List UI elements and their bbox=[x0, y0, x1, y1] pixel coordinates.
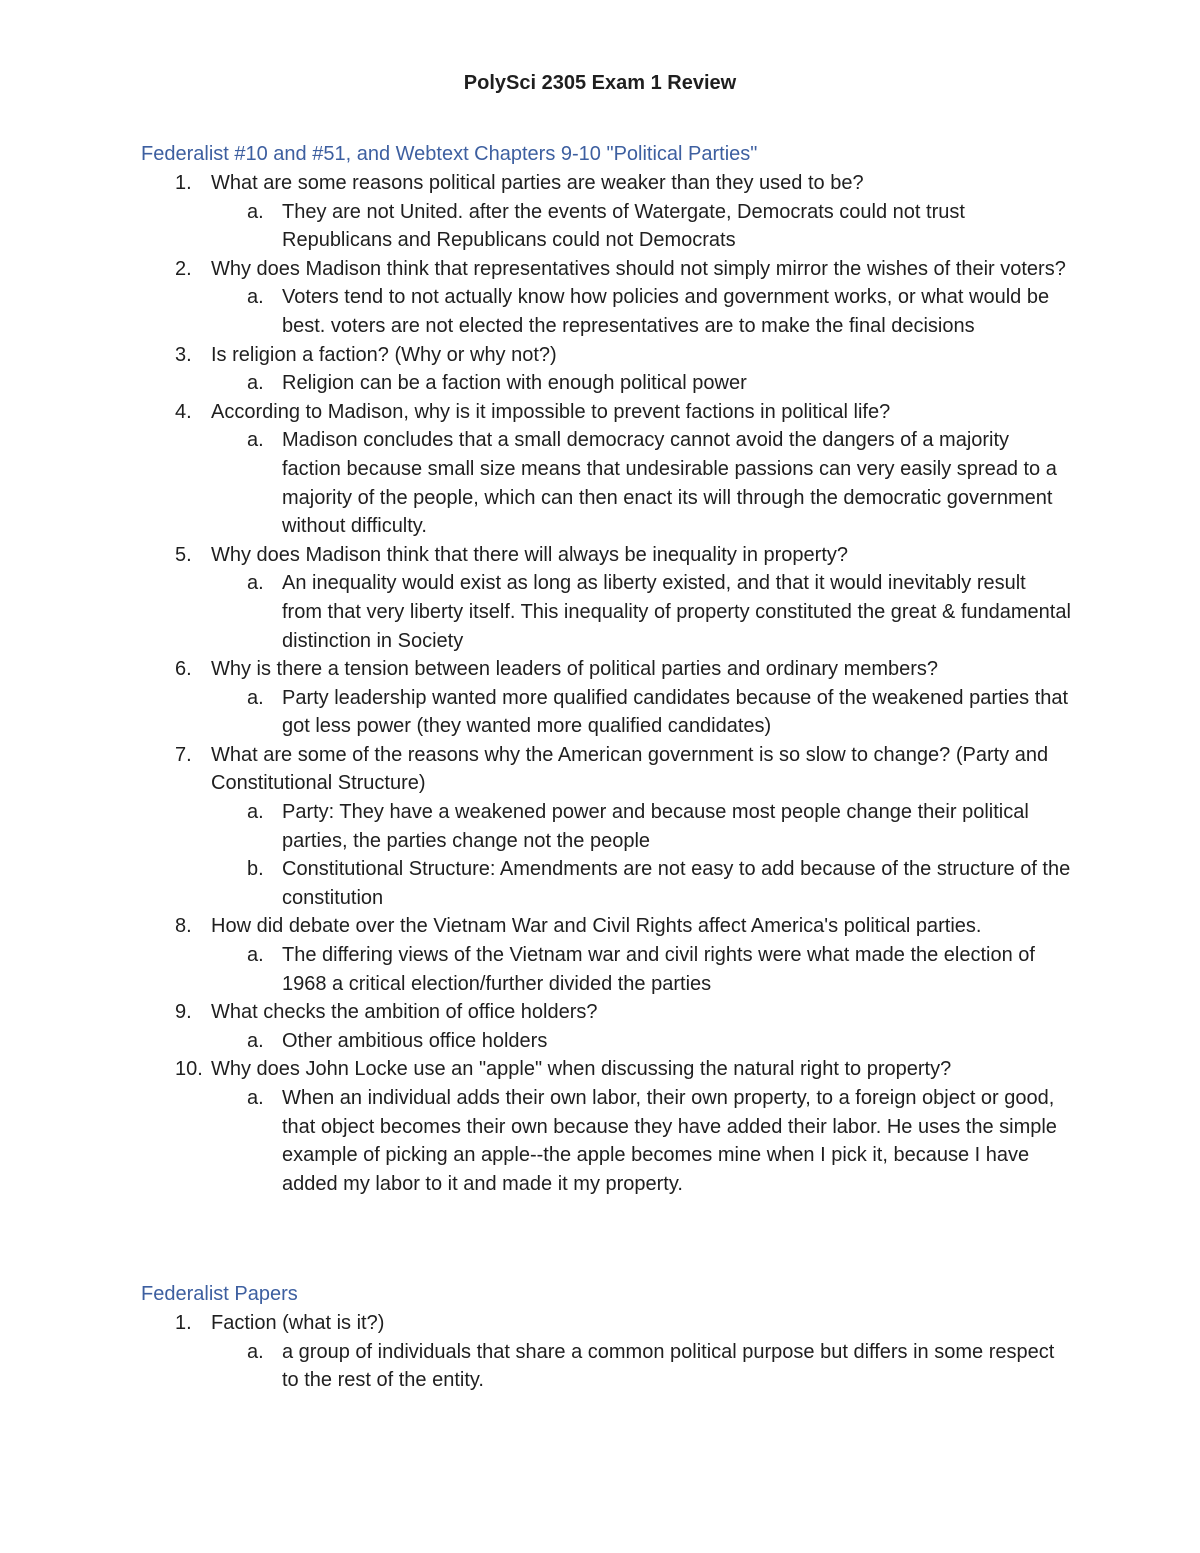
question-item bbox=[141, 541, 1071, 570]
question-text: Why is there a tension between leaders of political parties and ordinary members? bbox=[211, 658, 939, 681]
answer-letter: a. bbox=[247, 944, 264, 967]
question-text: Faction (what is it?) bbox=[211, 1312, 385, 1334]
question-number: 1. bbox=[175, 1312, 192, 1334]
answer-letter: a. bbox=[247, 200, 264, 223]
section-parties bbox=[141, 140, 1071, 1198]
answer-item bbox=[141, 1084, 1071, 1198]
question-item bbox=[141, 655, 1071, 684]
question-text: Is religion a faction? (Why or why not?) bbox=[211, 343, 557, 366]
answer-item bbox=[141, 283, 1071, 340]
answer-text: Madison concludes that a small democracy cannot avoid the dangers of a majority faction because small size means that undesirable passions can very easily spread to a majority of the people, which can then enact its will through the democratic government without difficulty. bbox=[282, 429, 1057, 538]
question-number: 1. bbox=[175, 172, 192, 194]
answer-letter: a. bbox=[247, 1087, 264, 1109]
answer-item bbox=[141, 941, 1071, 998]
answer-text: When an individual adds their own labor, their own property, to a foreign object or good, that object becomes their own because they have added their labor. He uses the simple example of picking an apple--the apple becomes mine when I pick it, because I have added my labor to it and made it my property. bbox=[282, 1087, 1057, 1195]
question-number: 10. bbox=[175, 1058, 203, 1081]
section-heading: Federalist #10 and #51, and Webtext Chapters 9-10 "Political Parties" bbox=[141, 143, 758, 165]
section-federalist-papers bbox=[141, 1280, 1071, 1395]
question-item bbox=[141, 169, 1071, 198]
answer-item bbox=[141, 798, 1071, 855]
question-item bbox=[141, 998, 1071, 1027]
answer-letter: a. bbox=[247, 286, 264, 309]
answer-item bbox=[141, 198, 1071, 255]
question-text: Why does Madison think that there will always be inequality in property? bbox=[211, 543, 848, 566]
question-number: 2. bbox=[175, 257, 192, 280]
answer-text: Religion can be a faction with enough political power bbox=[282, 372, 747, 395]
answer-letter: a. bbox=[247, 1340, 264, 1363]
question-number: 3. bbox=[175, 343, 192, 366]
answer-text: a group of individuals that share a common political purpose but differs in some respect to the rest of the entity. bbox=[282, 1340, 1055, 1392]
question-item bbox=[141, 1309, 1071, 1338]
answer-text: Party: They have a weakened power and because most people change their political parties, the parties change not the people bbox=[282, 801, 1029, 852]
question-number: 5. bbox=[175, 543, 192, 566]
question-text: Why does John Locke use an "apple" when discussing the natural right to property? bbox=[211, 1058, 952, 1081]
answer-text: They are not United. after the events of Watergate, Democrats could not trust Republicans and Republicans could not Democrats bbox=[282, 200, 965, 252]
question-item bbox=[141, 255, 1071, 284]
question-text: Why does Madison think that representatives should not simply mirror the wishes of their voters? bbox=[211, 257, 1066, 280]
answer-letter: a. bbox=[247, 1029, 264, 1052]
answer-letter: a. bbox=[247, 429, 264, 452]
answer-text: Party leadership wanted more qualified candidates because of the weakened parties that got less power (they wanted more qualified candidates) bbox=[282, 686, 1069, 738]
question-number: 7. bbox=[175, 743, 192, 766]
answer-text: Voters tend to not actually know how policies and government works, or what would be best. voters are not elected the representatives are to make the final decisions bbox=[282, 286, 1050, 337]
answer-letter: a. bbox=[247, 686, 264, 709]
question-item bbox=[141, 398, 1071, 427]
question-number: 9. bbox=[175, 1001, 192, 1024]
question-item bbox=[141, 1055, 1071, 1084]
page-title: PolySci 2305 Exam 1 Review bbox=[463, 72, 737, 94]
answer-item bbox=[141, 684, 1071, 741]
answer-letter: a. bbox=[247, 372, 264, 395]
answer-text: Constitutional Structure: Amendments are not easy to add because of the structure of the constitution bbox=[282, 858, 1071, 909]
answer-item bbox=[141, 369, 1071, 398]
answer-item bbox=[141, 426, 1071, 540]
question-item bbox=[141, 912, 1071, 941]
answer-letter: a. bbox=[247, 801, 264, 824]
question-text: According to Madison, why is it impossible to prevent factions in political life? bbox=[211, 400, 891, 423]
answer-text: Other ambitious office holders bbox=[282, 1029, 548, 1052]
question-text: What checks the ambition of office holders? bbox=[211, 1001, 598, 1024]
question-text: What are some of the reasons why the American government is so slow to change? (Party and Constitutional Structure) bbox=[211, 743, 1049, 795]
answer-letter: b. bbox=[247, 858, 264, 881]
answer-text: The differing views of the Vietnam war and civil rights were what made the election of 1968 a critical election/further divided the parties bbox=[282, 944, 1035, 995]
question-item bbox=[141, 741, 1071, 798]
question-text: What are some reasons political parties are weaker than they used to be? bbox=[211, 172, 864, 194]
section-heading: Federalist Papers bbox=[141, 1283, 298, 1305]
question-number: 4. bbox=[175, 400, 192, 423]
answer-letter: a. bbox=[247, 572, 264, 595]
answer-item bbox=[141, 1027, 1071, 1056]
question-number: 6. bbox=[175, 658, 192, 681]
answer-text: An inequality would exist as long as liberty existed, and that it would inevitably result from that very liberty itself. This inequality of property constituted the great & fundamental distinction in Society bbox=[282, 572, 1071, 652]
answer-item bbox=[141, 1338, 1071, 1395]
answer-item bbox=[141, 855, 1071, 912]
question-text: How did debate over the Vietnam War and Civil Rights affect America's political parties. bbox=[211, 915, 982, 938]
question-number: 8. bbox=[175, 915, 192, 938]
question-item bbox=[141, 341, 1071, 370]
answer-item bbox=[141, 569, 1071, 655]
